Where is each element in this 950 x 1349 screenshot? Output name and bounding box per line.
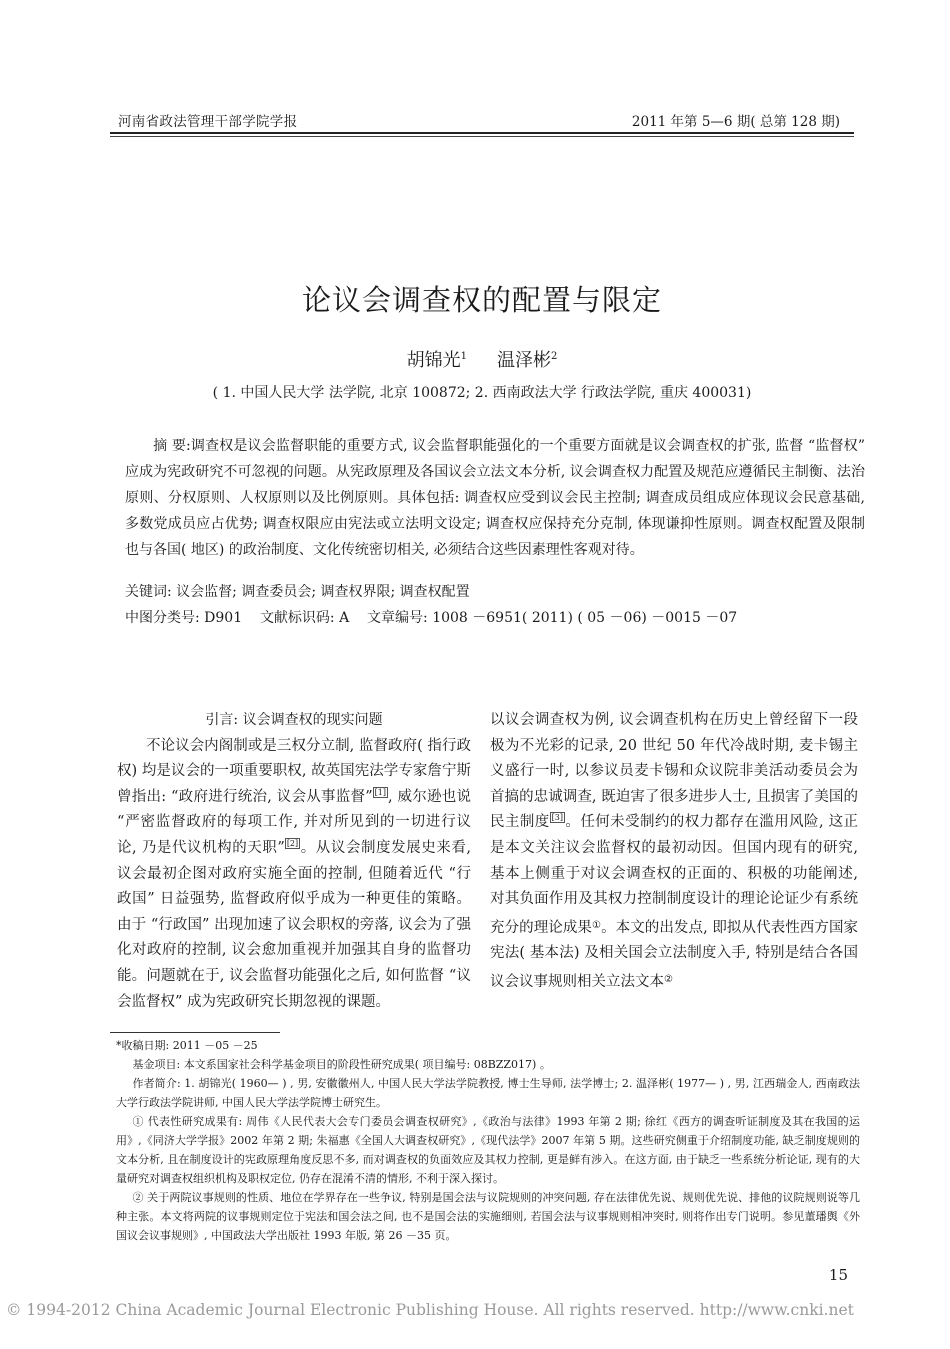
author-1: 胡锦光: [406, 350, 461, 371]
footnote-1: ① 代表性研究成果有: 周伟《人民代表大会专门委员会调查权研究》,《政治与法律》1993 年第 2 期; 徐红《西方的调查听证制度及其在我国的运用》,《同济大学学报》2002 年第 2 期; 朱福惠《全国人大调查权研究》,《现代法学》2007 年第 5 期。这些研究侧重于介绍制度功能, 缺乏制度规则的文本分析, 且在制度设计的宪政原理角度反思不多, 而对调查权的负面效应及其权力控制, 更是鲜有涉入。在这方面, 由于缺乏一些系统分析论证, 现有的大量研究对调查权组织机构及职权定位, 仍存在混淆不清的情形, 不利于深入探讨。: [116, 1115, 860, 1185]
section-heading: 引言: 议会调查权的现实问题: [205, 712, 383, 728]
author-2: 温泽彬: [497, 350, 551, 371]
classification-line: [125, 607, 737, 627]
header-rule-thick: [110, 132, 854, 134]
author-line: [110, 346, 854, 372]
affiliation: ( 1. 中国人民大学 法学院, 北京 100872; 2. 西南政法大学 行政法学院, 重庆 400031): [212, 385, 752, 401]
footnote-2: ② 关于两院议事规则的性质、地位在学界存在一些争议, 特别是国会法与议院规则的冲突问题, 存在法律优先说、规则优先说、排他的议院规则说等几种主张。本文将两院的议事规则定位于宪法和国会法之间, 也不是国会法的实施细则, 若国会法与议事规则相冲突时, 则将作出专门说明。参见董璠舆《外国议会议事规则》, 中国政法大学出版社 1993 年版, 第 26 －35 页。: [116, 1191, 860, 1242]
document-code: 文献标识码: A: [259, 610, 350, 626]
author-bio: 作者简介: 1. 胡锦光( 1960— ) , 男, 安徽徽州人, 中国人民大学法学院教授, 博士生导师, 法学博士; 2. 温泽彬( 1977— ) , 男, 江西瑞金人, 西南政法大学行政法学院讲师, 中国人民大学法学院博士研究生。: [116, 1077, 860, 1109]
footnote-mark-2: ②: [664, 973, 673, 985]
author-1-affil-mark: 1: [460, 351, 467, 362]
abstract-label: 摘 要:: [153, 438, 191, 454]
citation-ref-2: [2]: [286, 838, 299, 848]
page-number: 15: [828, 1266, 848, 1284]
body-column-left: [117, 708, 471, 1015]
body-column-right: [490, 708, 858, 996]
footnote-rule: [110, 1032, 280, 1033]
fund-info: 基金项目: 本文系国家社会科学基金项目的阶段性研究成果( 项目编号: 08BZZ017) 。: [132, 1058, 551, 1071]
author-2-affil-mark: 2: [551, 351, 558, 362]
article-title: 论议会调查权的配置与限定: [301, 283, 662, 317]
abstract-text: 调查权是议会监督职能的重要方式, 议会监督职能强化的一个重要方面就是议会调查权的扩张, 监督 “监督权” 应成为宪政研究不可忽视的问题。从宪政原理及各国议会立法文本分析, 议会调查权力配置及规范应遵循民主制衡、法治原则、分权原则、人权原则以及比例原则。具体包括: 调查权应受到议会民主控制; 调查成员组成应体现议会民意基础, 多数党成员应占优势; 调查权限应由宪法或立法明文设定; 调查权应保持充分克制, 体现谦抑性原则。调查权配置及限制也与各国( 地区) 的政治制度、文化传统密切相关, 必须结合这些因素理性客观对待。: [125, 438, 865, 558]
keywords: 关键词: 议会监督; 调查委员会; 调查权界限; 调查权配置: [125, 584, 470, 600]
article-number: 文章编号: 1008 －6951( 2011) ( 05 －06) －0015 －07: [367, 610, 738, 626]
citation-ref-1: [1]: [374, 787, 386, 797]
issue-info: 2011 年第 5—6 期( 总第 128 期): [631, 114, 840, 130]
received-date: *收稿日期: 2011 －05 －25: [116, 1039, 258, 1052]
body-paragraph: 不论议会内阁制或是三权分立制, 监督政府( 指行政权) 均是议会的一项重要职权, 故英国宪法学专家詹宁斯曾指出: “政府进行统治, 议会从事监督” [1] , 威尔逊也说 “严密监督政府的每项工作, 并对所见到的一切进行议论, 乃是代议机构的天职” [2] 。从议会制度发展史来看, 议会最初企图对政府实施全面的控制, 但随着近代 “行政国” 日益强势, 监督政府似乎成为一种更佳的策略。由于 “行政国” 出现加速了议会职权的旁落, 议会为了强化对政府的控制, 议会愈加重视并加强其自身的监督功能。问题就在于, 议会监督功能强化之后, 如何监督 “议会监督权” 成为宪政研究长期忽视的课题。: [117, 737, 471, 1010]
footnote-mark-1: ①: [592, 919, 602, 931]
abstract: [125, 433, 865, 563]
copyright-watermark: © 1994-2012 China Academic Journal Electronic Publishing House. All rights reserved. http://www.cnki.net: [6, 1301, 854, 1319]
footnotes: [116, 1036, 860, 1245]
citation-ref-3: [3]: [551, 813, 563, 823]
body-paragraph: 以议会调查权为例, 议会调查机构在历史上曾经留下一段极为不光彩的记录, 20 世纪 50 年代冷战时期, 麦卡锡主义盛行一时, 以参议员麦卡锡和众议院非美活动委员会为首搞的忠诚调查, 既迫害了很多进步人士, 且损害了美国的民主制度 [3] 。任何未受制约的权力都存在滥用风险, 这正是本文关注议会监督权的最初动因。但国内现有的研究, 基本上侧重于对议会调查权的正面的、积极的功能阐述, 对其负面作用及其权力控制制度设计的理论论证少有系统充分的理论成果①。本文的出发点, 即拟从代表性西方国家宪法( 基本法) 及相关国会立法制度入手, 特别是结合各国议会议事规则相关立法文本②: [490, 712, 859, 990]
clc-number: 中图分类号: D901: [125, 610, 243, 626]
journal-name: 河南省政法管理干部学院学报: [118, 114, 298, 130]
header-rule-thin: [110, 136, 854, 137]
